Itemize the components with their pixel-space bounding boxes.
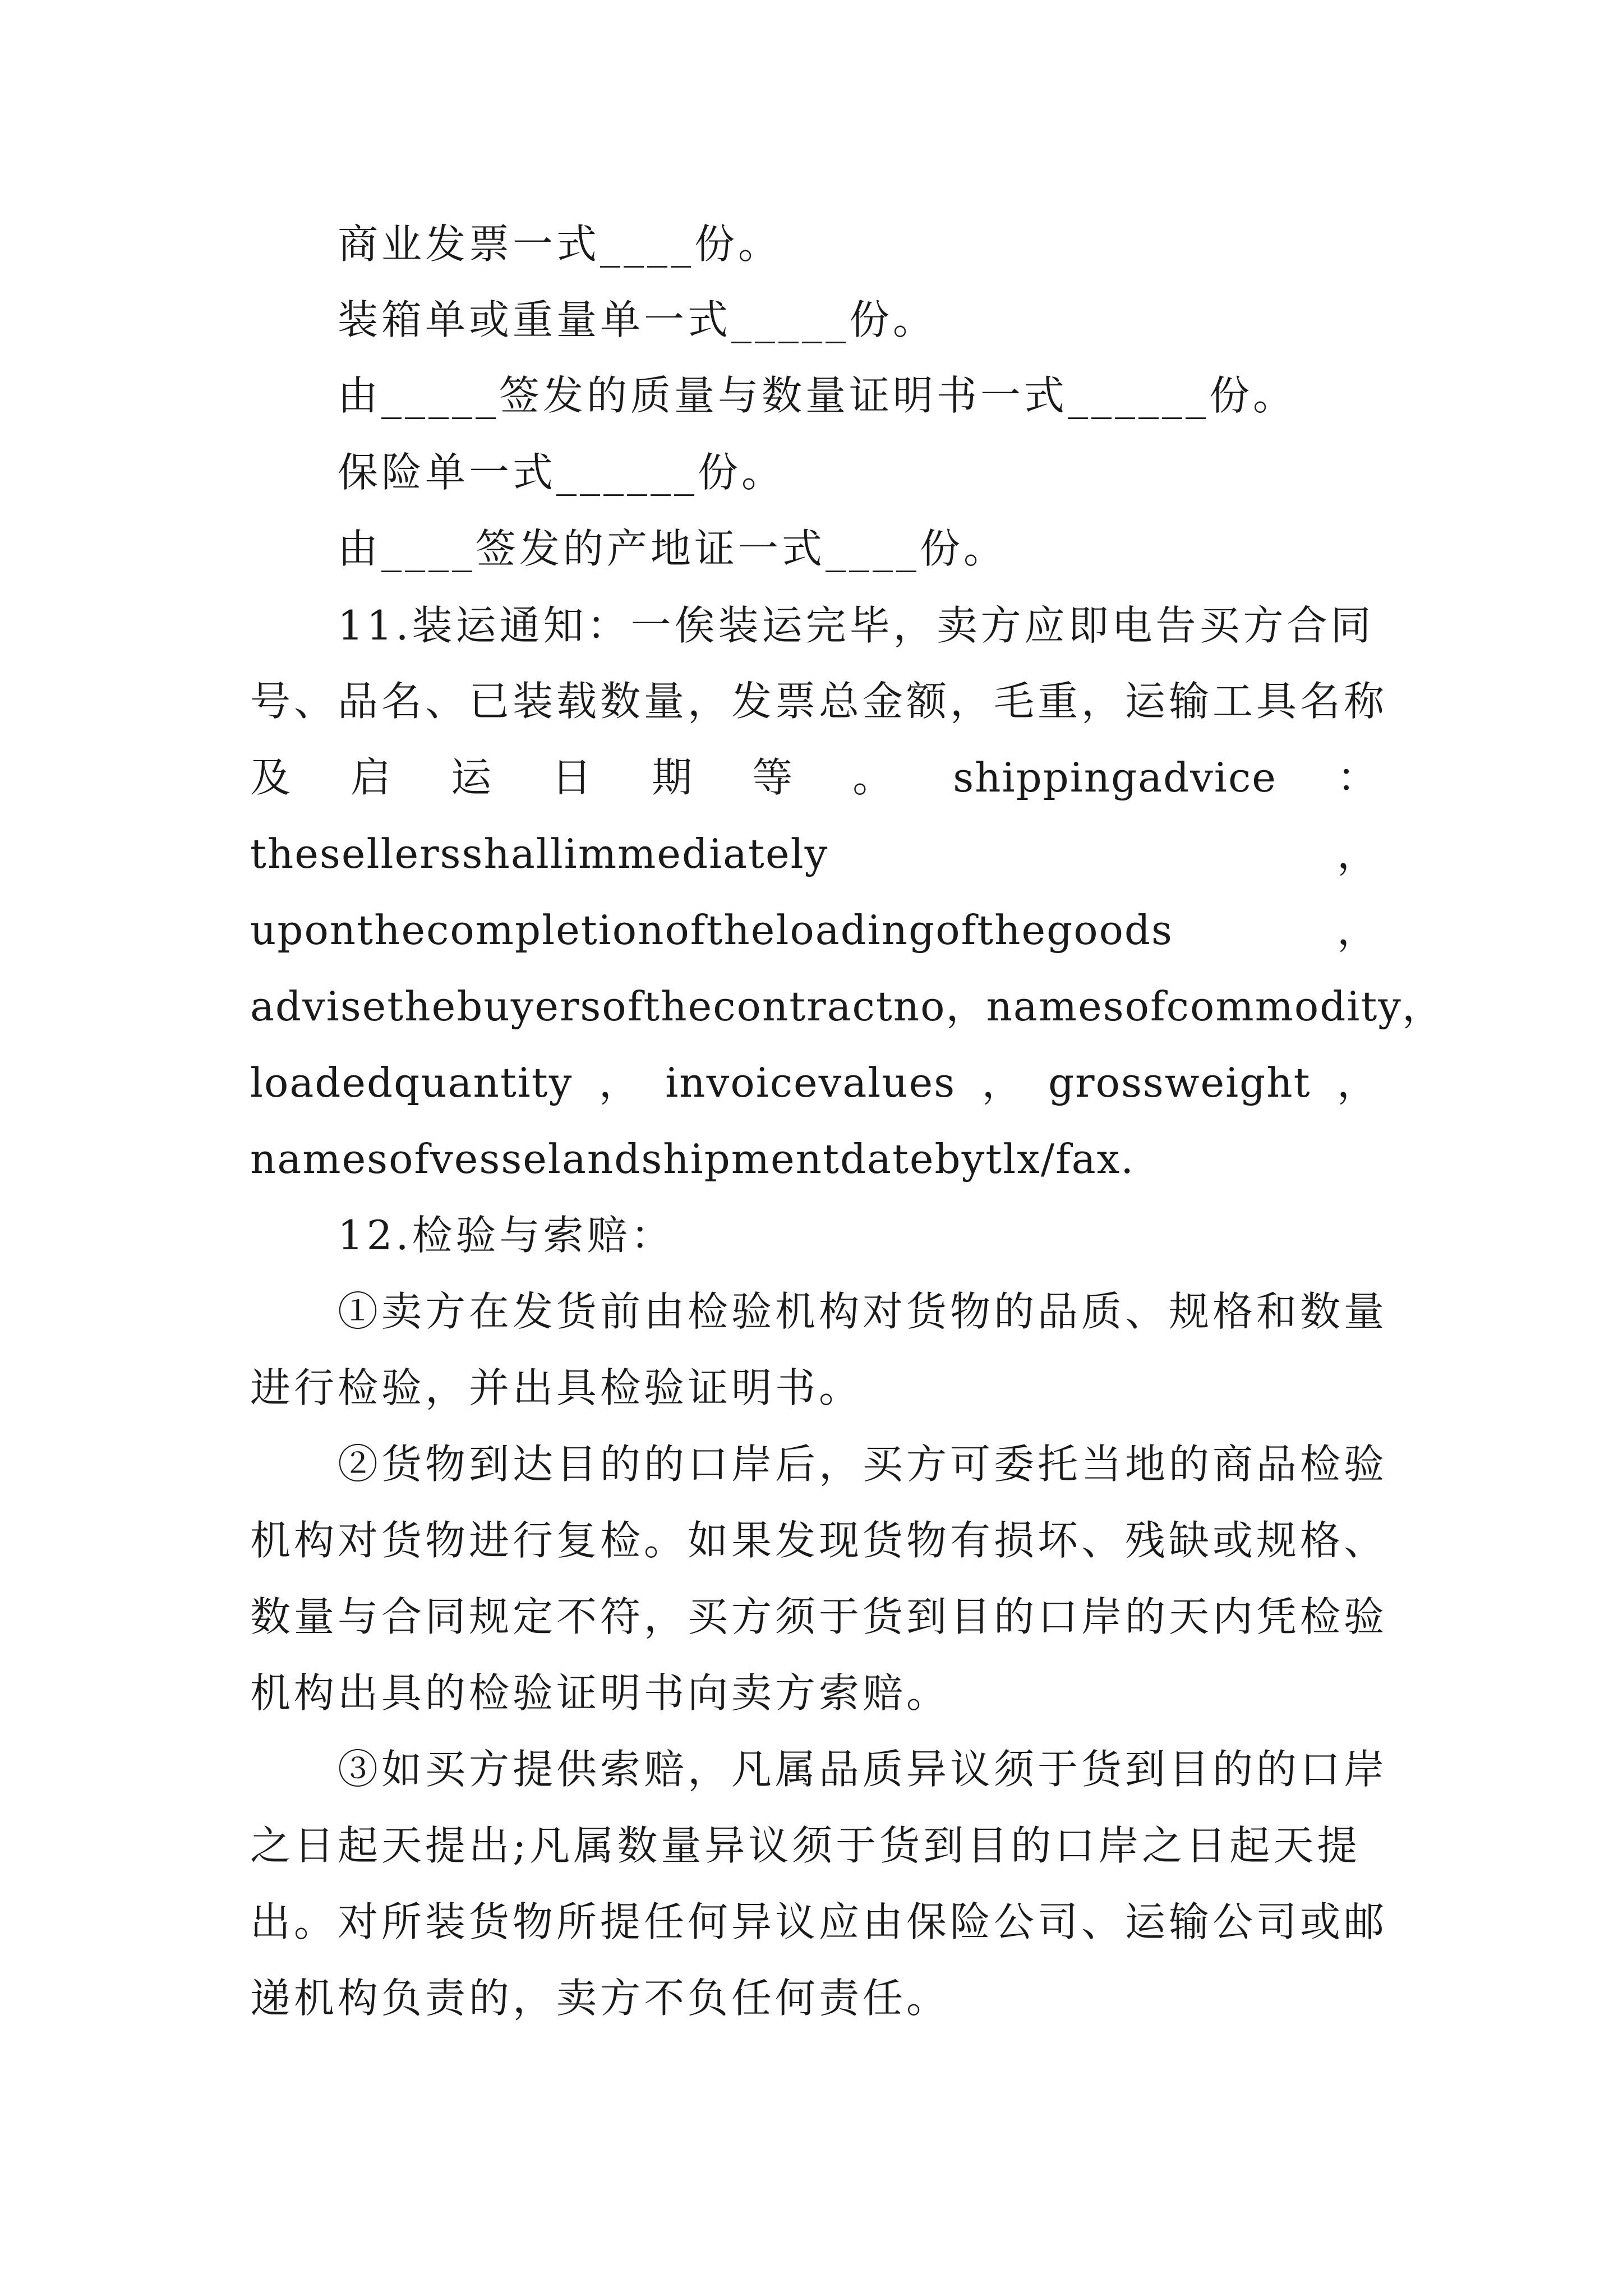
text-fragment: 及 — [250, 754, 291, 801]
clause-11-line-2: 号、品名、已装载数量，发票总金额，毛重，运输工具名称 — [250, 678, 1388, 725]
clause-11-line-7 — [250, 1055, 1377, 1111]
clause-12-para-3-line-4: 递机构负责的，卖方不负任何责任。 — [250, 1975, 951, 2022]
text-fragment: ， — [981, 1059, 1022, 1106]
clause-11-line-8: namesofvesselandshipmentdatebytlx/fax. — [250, 1135, 1135, 1182]
text-fragment: 运 — [451, 754, 492, 801]
clause-11-line-5 — [250, 902, 1377, 958]
text-fragment: 等 — [752, 754, 793, 801]
text-fragment: grossweight — [1048, 1059, 1311, 1106]
text-fragment: thesellersshallimmediately — [250, 830, 829, 877]
clause-12-para-2-line-1: ②货物到达目的的口岸后，买方可委托当地的商品检验 — [338, 1441, 1388, 1488]
clause-11-line-4 — [250, 826, 1377, 882]
clause-11-line-6 — [250, 978, 1442, 1034]
text-fragment: ， — [1336, 907, 1377, 954]
text-fragment: ， — [946, 983, 986, 1030]
text-fragment: advisethebuyersofthecontractno — [250, 983, 946, 1030]
text-fragment: ， — [1401, 983, 1442, 1030]
list-item-quality-certificate: 由_____签发的质量与数量证明书一式______份。 — [338, 372, 1297, 419]
text-fragment: ， — [1336, 830, 1377, 877]
text-fragment: ， — [598, 1059, 639, 1106]
list-item-commercial-invoice: 商业发票一式____份。 — [338, 220, 782, 268]
list-item-packing-list: 装箱单或重量单一式_____份。 — [338, 296, 937, 343]
clause-12-para-3-line-1: ③如买方提供索赔，凡属品质异议须于货到目的的口岸 — [338, 1746, 1388, 1793]
text-fragment: invoicevalues — [665, 1059, 956, 1106]
text-fragment: 期 — [652, 754, 693, 801]
clause-12-para-3-line-2: 之日起天提出;凡属数量异议须于货到目的口岸之日起天提 — [250, 1822, 1361, 1869]
text-fragment: 。 — [852, 754, 893, 801]
text-fragment: 日 — [551, 754, 592, 801]
clause-12-para-2-line-4: 机构出具的检验证明书向卖方索赔。 — [250, 1669, 951, 1717]
text-fragment: uponthecompletionoftheloadingofthegoods — [250, 907, 1173, 954]
clause-12-heading: 12.检验与索赔： — [338, 1212, 675, 1259]
list-item-origin-certificate: 由____签发的产地证一式____份。 — [338, 525, 1008, 572]
text-fragment: namesofcommodity — [986, 983, 1402, 1030]
text-fragment: loadedquantity — [250, 1059, 573, 1106]
text-fragment: 启 — [351, 754, 391, 801]
list-item-insurance-policy: 保险单一式______份。 — [338, 449, 786, 496]
clause-12-para-2-line-3: 数量与合同规定不符，买方须于货到目的口岸的天内凭检验 — [250, 1593, 1388, 1640]
clause-12-para-3-line-3: 出。对所装货物所提任何异议应由保险公司、运输公司或邮 — [250, 1898, 1388, 1945]
clause-12-para-1-line-2: 进行检验，并出具检验证明书。 — [250, 1364, 863, 1411]
text-fragment: ： — [1336, 754, 1377, 801]
text-fragment: ， — [1336, 1059, 1377, 1106]
clause-12-para-1-line-1: ①卖方在发货前由检验机构对货物的品质、规格和数量 — [338, 1288, 1388, 1335]
text-fragment: shippingadvice — [953, 754, 1277, 801]
clause-12-para-2-line-2: 机构对货物进行复检。如果发现货物有损坏、残缺或规格、 — [250, 1517, 1388, 1564]
clause-11-line-1: 11.装运通知：一俟装运完毕，卖方应即电告买方合同 — [338, 602, 1375, 649]
clause-11-line-3 — [250, 749, 1377, 806]
